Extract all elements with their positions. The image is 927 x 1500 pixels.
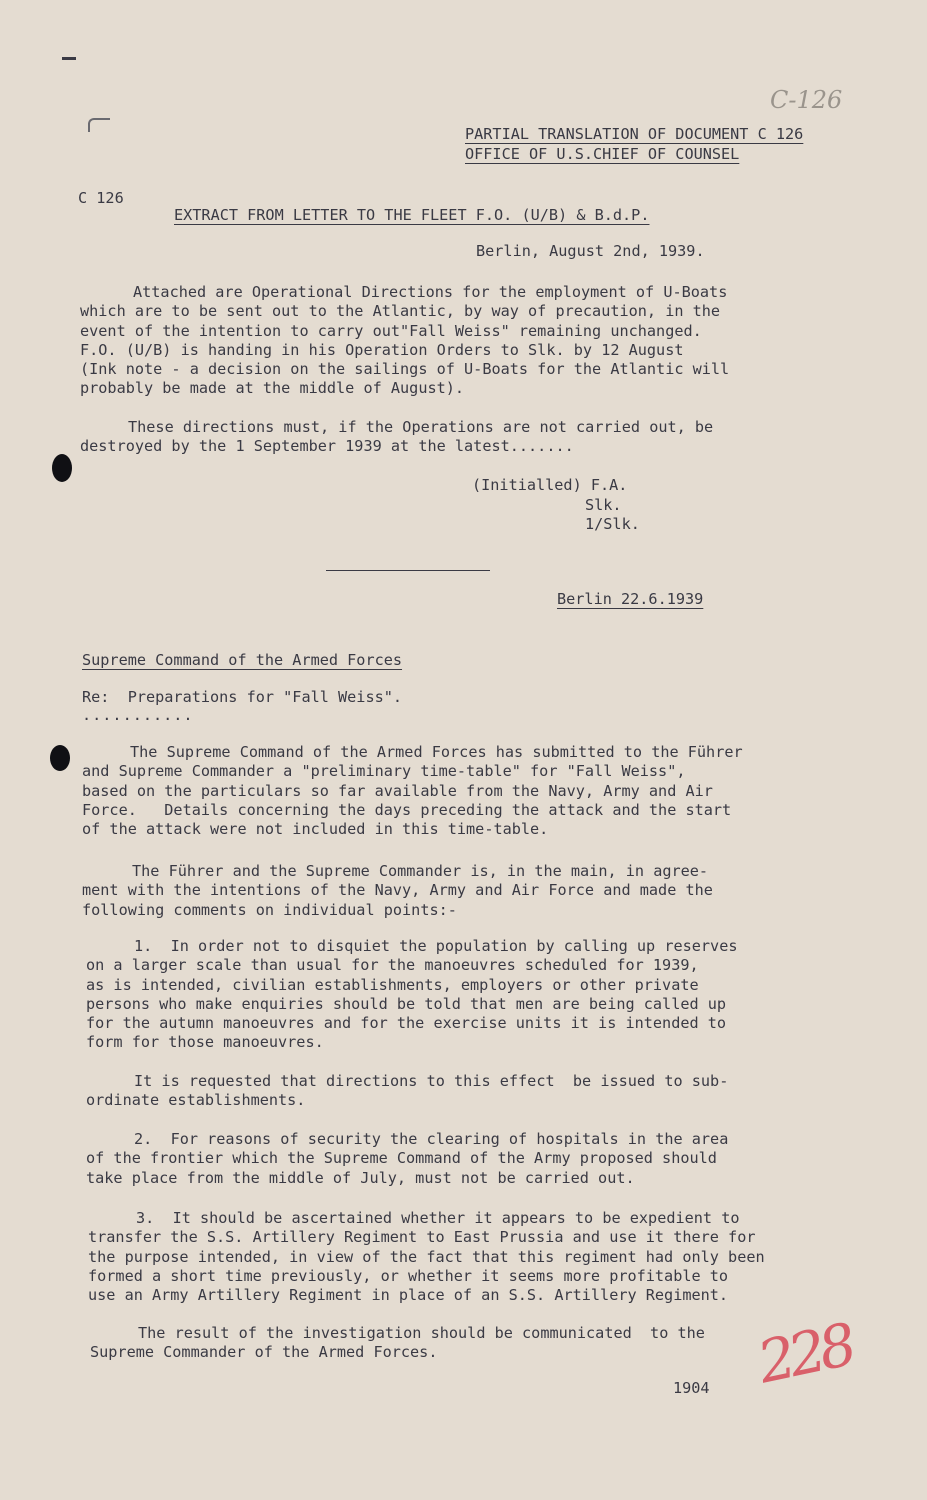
section-divider [326, 570, 490, 571]
text-line: following comments on individual points:- [82, 900, 457, 919]
text-line: Force. Details concerning the days preceding the attack and the start [82, 800, 732, 819]
text-line: probably be made at the middle of August). [80, 379, 465, 398]
letter1-date: Berlin, August 2nd, 1939. [476, 242, 705, 260]
text-line: which are to be sent out to the Atlantic, by way of precaution, in the [80, 302, 721, 321]
letter2-point-2 [86, 1130, 728, 1188]
letter2-point-3 [88, 1209, 765, 1305]
text-line: ordinate establishments. [86, 1091, 306, 1110]
text-line: Attached are Operational Directions for the employment of U-Boats [133, 283, 728, 301]
text-line: the purpose intended, in view of the fact that this regiment had only been [88, 1247, 765, 1266]
text-line: of the attack were not included in this time-table. [82, 820, 549, 839]
letter2-date: Berlin 22.6.1939 [557, 590, 704, 608]
pencil-mark [88, 118, 110, 132]
text-line: as is intended, civilian establishments, employers or other private [86, 975, 699, 994]
letter1-paragraph-1 [80, 283, 729, 399]
text-line: based on the particulars so far available from the Navy, Army and Air [82, 781, 713, 800]
punch-hole-top [52, 454, 72, 482]
text-line: ment with the intentions of the Navy, Army and Air Force and made the [82, 881, 713, 900]
text-line: These directions must, if the Operations are not carried out, be [128, 418, 714, 436]
text-line: event of the intention to carry out"Fall Weiss" remaining unchanged. [80, 321, 702, 340]
text-line: The Führer and the Supreme Commander is, in the main, in agree- [132, 862, 709, 880]
punch-hole-bottom [50, 745, 70, 771]
ink-mark [62, 57, 76, 60]
text-line: (Ink note - a decision on the sailings of U-Boats for the Atlantic will [80, 360, 730, 379]
text-line: 3. It should be ascertained whether it appears to be expedient to [136, 1209, 740, 1227]
signature-slk: Slk. [585, 496, 622, 514]
text-line: persons who make enquiries should be told that men are being called up [86, 994, 727, 1013]
letter2-paragraph-1 [82, 743, 743, 839]
translation-header: PARTIAL TRANSLATION OF DOCUMENT C 126 [465, 125, 804, 143]
letter2-sender: Supreme Command of the Armed Forces [82, 651, 403, 669]
text-line: The result of the investigation should be communicated to the [138, 1324, 705, 1342]
letter2-paragraph-2 [82, 862, 713, 920]
text-line: It is requested that directions to this effect be issued to sub- [134, 1072, 729, 1090]
letter2-subject: Re: Preparations for "Fall Weiss". [82, 688, 403, 706]
page-number: 1904 [673, 1379, 710, 1397]
dotted-separator: ........... [82, 706, 194, 724]
letter1-paragraph-2 [80, 418, 713, 457]
text-line: of the frontier which the Supreme Command of the Army proposed should [86, 1149, 717, 1168]
letter2-paragraph-request [86, 1072, 728, 1111]
text-line: Supreme Commander of the Armed Forces. [90, 1343, 438, 1362]
text-line: form for those manoeuvres. [86, 1033, 324, 1052]
handwritten-page-mark: 228 [752, 1310, 857, 1397]
initialled-signature: (Initialled) F.A. [472, 476, 628, 494]
signature-1-slk: 1/Slk. [585, 515, 640, 533]
text-line: destroyed by the 1 September 1939 at the latest....... [80, 437, 574, 456]
text-line: take place from the middle of July, must not be carried out. [86, 1168, 635, 1187]
text-line: for the autumn manoeuvres and for the exercise units it is intended to [86, 1014, 727, 1033]
text-line: The Supreme Command of the Armed Forces has submitted to the Führer [130, 743, 743, 761]
letter2-point-1 [86, 937, 737, 1053]
text-line: 1. In order not to disquiet the population by calling up reserves [134, 937, 738, 955]
text-line: and Supreme Commander a "preliminary time-table" for "Fall Weiss", [82, 762, 686, 781]
handwritten-reference: C-126 [770, 86, 843, 114]
extract-title: EXTRACT FROM LETTER TO THE FLEET F.O. (U/B) & B.d.P. [174, 206, 650, 224]
document-code: C 126 [78, 189, 124, 207]
text-line: 2. For reasons of security the clearing of hospitals in the area [134, 1130, 729, 1148]
office-header: OFFICE OF U.S.CHIEF OF COUNSEL [465, 145, 740, 163]
letter2-paragraph-result [90, 1324, 705, 1363]
text-line: transfer the S.S. Artillery Regiment to East Prussia and use it there for [88, 1228, 756, 1247]
text-line: F.O. (U/B) is handing in his Operation Orders to Slk. by 12 August [80, 340, 684, 359]
text-line: on a larger scale than usual for the manoeuvres scheduled for 1939, [86, 956, 699, 975]
text-line: formed a short time previously, or whether it seems more profitable to [88, 1266, 729, 1285]
text-line: use an Army Artillery Regiment in place of an S.S. Artillery Regiment. [88, 1286, 729, 1305]
